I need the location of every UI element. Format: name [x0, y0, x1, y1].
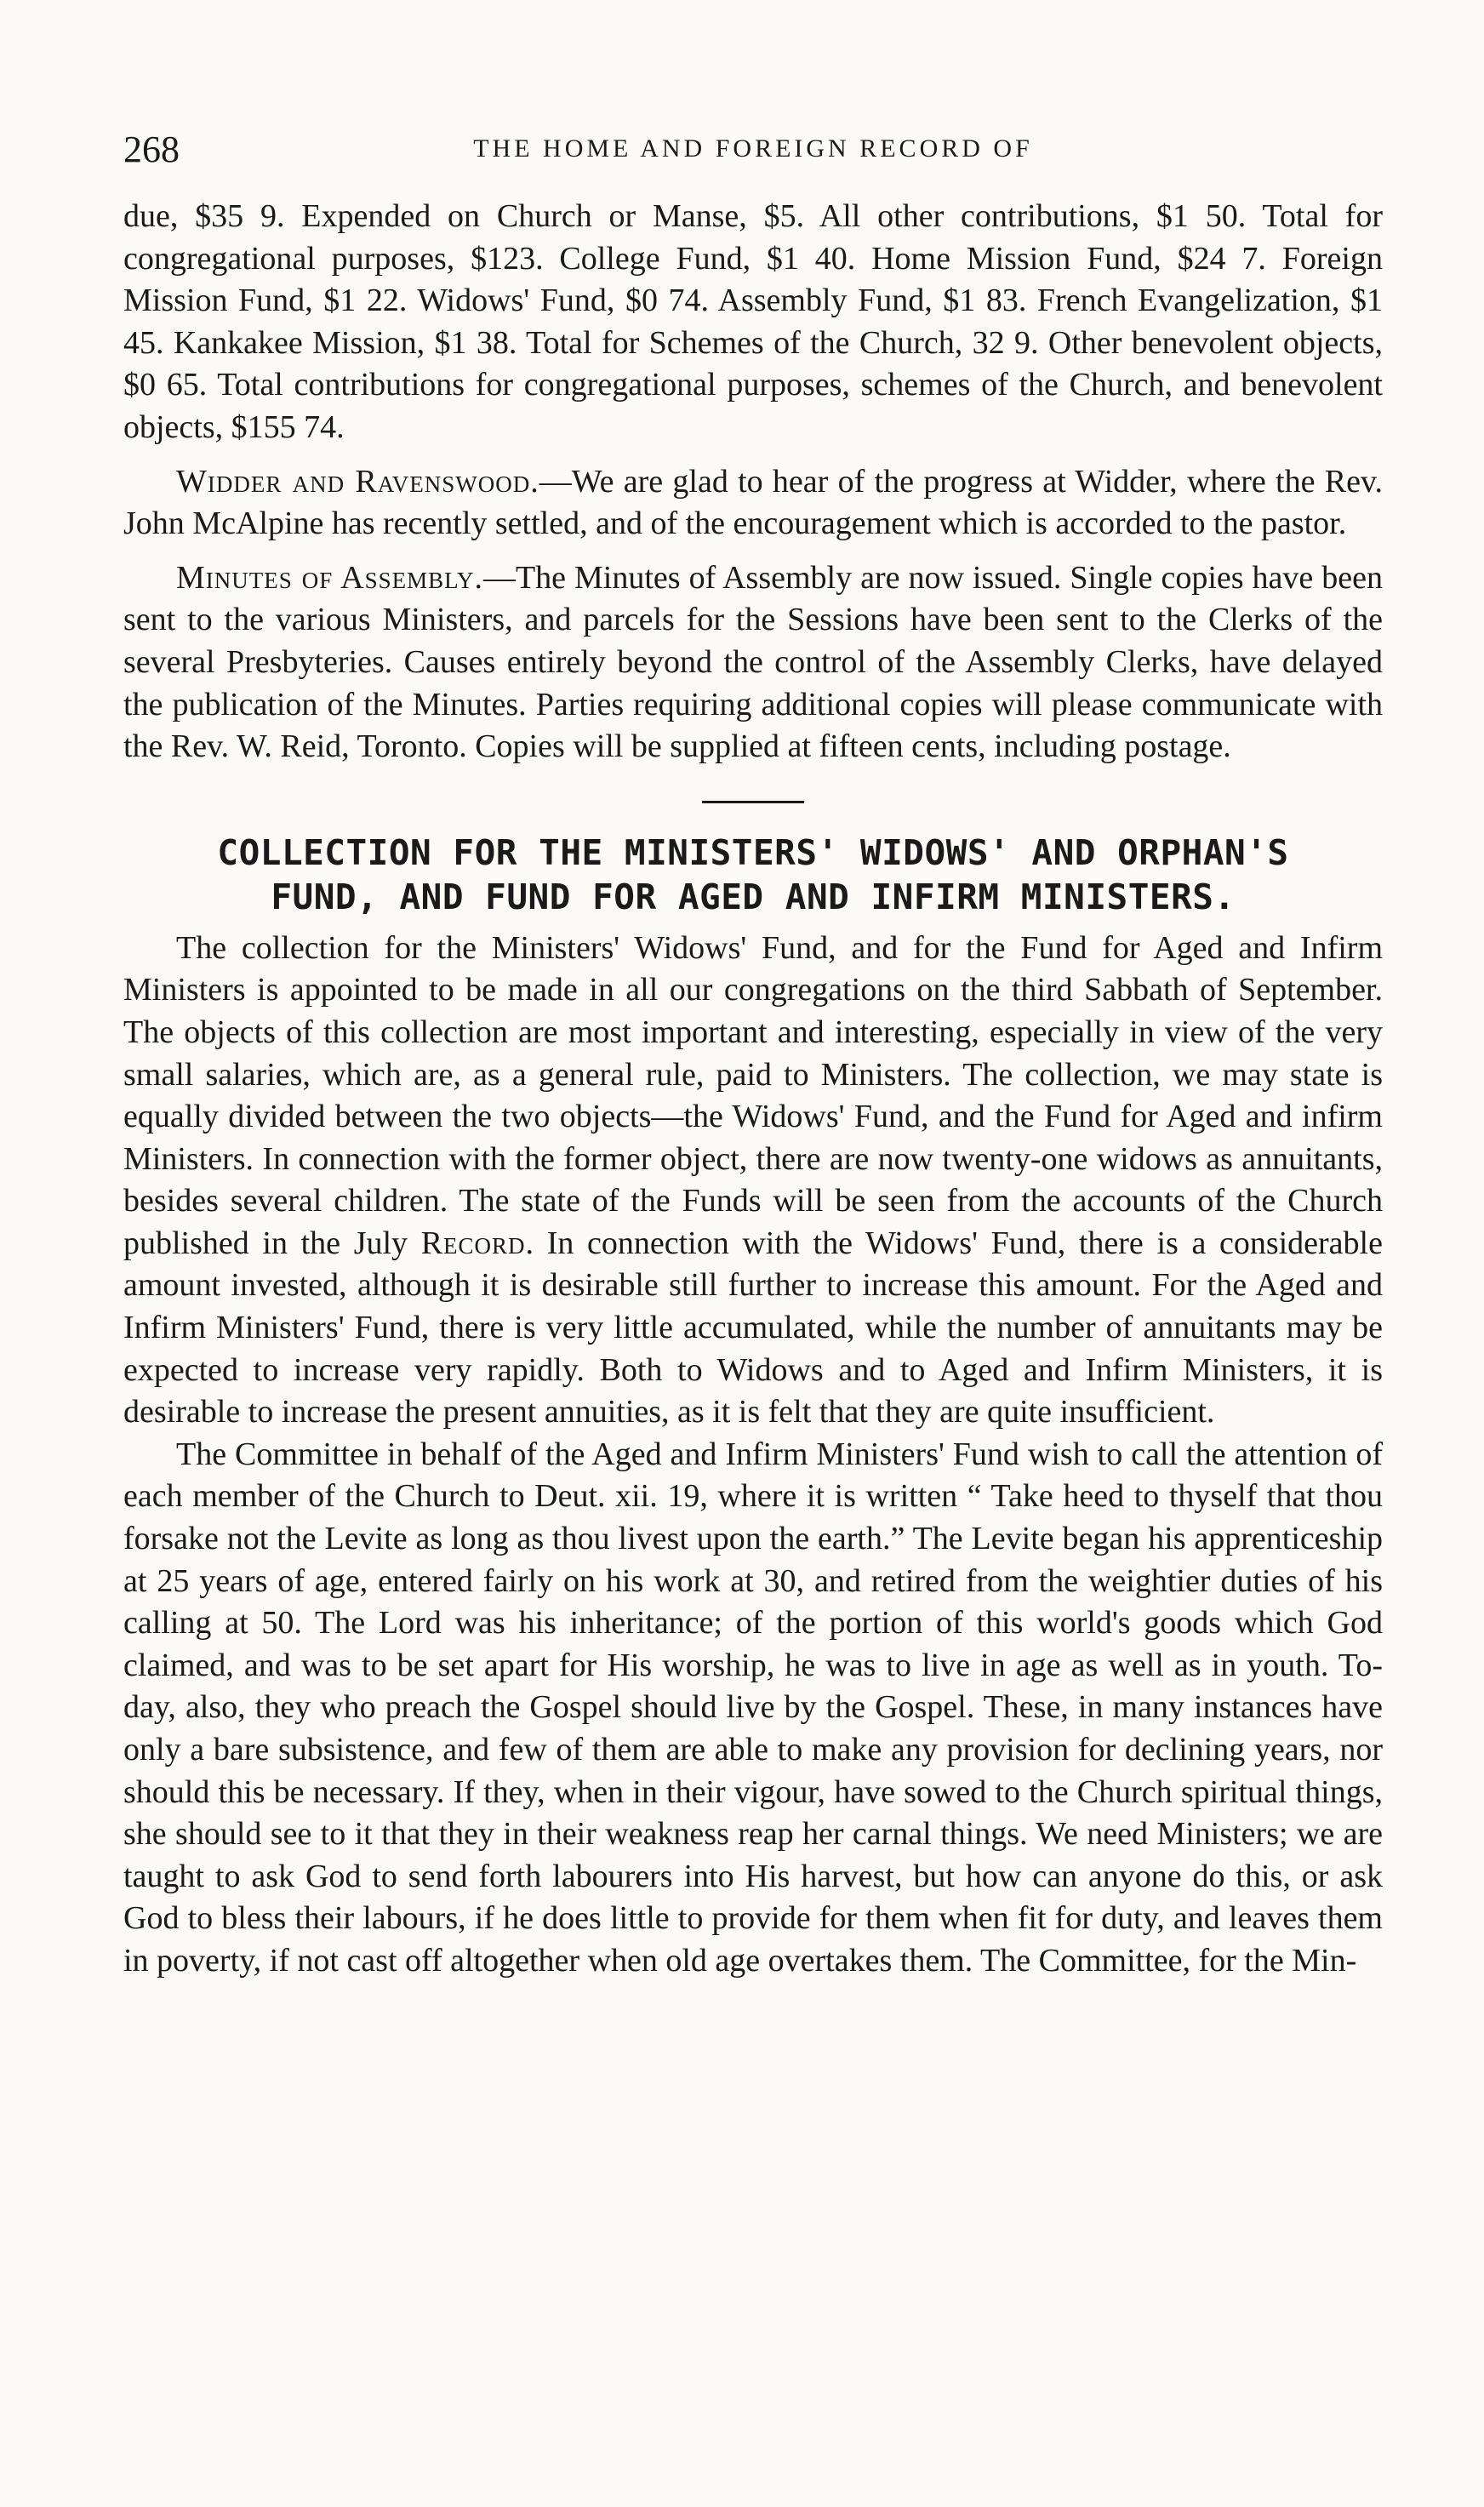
paragraph-widder-lead: Widder and Ravenswood. [176, 463, 539, 500]
paragraph-contributions: due, $35 9. Expended on Church or Manse, $5. All other contributions, $1 50. Total for congregational purposes, $123. College Fund, $1 40. Home Mission Fund, $24 7. Foreign Mission Fund, $1 22. Widows' Fund, $0 74. Assembly Fund, $1 83. French Evangelization, $1 45. Kankakee Mission, $1 38. Total for Schemes of the Church, 32 9. Other benevolent objects, $0 65. Total contributions for congregational purposes, schemes of the Church, and benevolent objects, $155 74. [123, 198, 1383, 445]
paragraph-committee: The Committee in behalf of the Aged and Infirm Ministers' Fund wish to call the attention of each member of the Church to Deut. xii. 19, where it is written “ Take heed to thyself that thou forsake not the Levite as long as thou livest upon the earth.” The Levite began his apprenticeship at 25 years of age, entered fairly on his work at 30, and retired from the weightier duties of his calling at 50. The Lord was his inheritance; of the portion of this world's goods which God claimed, and was to be set apart for His worship, he was to live in age as well as in youth. To-day, also, they who preach the Gospel should live by the Gospel. These, in many instances have only a bare subsistence, and few of them are able to make any provision for declining years, nor should this be necessary. If they, when in their vigour, have sowed to the Church spiritual things, she should see to it that they in their weakness reap her carnal things. We need Ministers; we are taught to ask God to send forth labourers into His harvest, but how can anyone do this, or ask God to bless their labours, if he does little to provide for them when fit for duty, and leaves them in poverty, if not cast off altogether when old age overtakes them. The Committee, for the Min- [123, 1436, 1383, 1979]
section-heading [123, 831, 1383, 919]
paragraph-widder-body: —We are glad to hear of the progress at Widder, where the Rev. John McAlpine has recently settled, and of the encouragement which is accorded to the pastor. [123, 463, 1383, 542]
page-number: 268 [123, 128, 180, 170]
paragraph-minutes-lead: Minutes of Assembly. [176, 559, 483, 596]
section-divider [702, 801, 804, 803]
section-heading-line-2: FUND, AND FUND FOR AGED AND INFIRM MINISTERS. [271, 876, 1236, 917]
paragraph-widder [123, 461, 1383, 545]
paragraph-minutes-body: —The Minutes of Assembly are now issued. Single copies have been sent to the various Ministers, and parcels for the Sessions have been sent to the Clerks of the several Presbyteries. Causes entirely beyond the control of the Assembly Clerks, have delayed the publication of the Minutes. Parties requiring additional copies will please communicate with the Rev. W. Reid, Toronto. Copies will be supplied at fifteen cents, including postage. [123, 559, 1384, 765]
page [123, 128, 1383, 1983]
record-title: Record [420, 1225, 526, 1261]
page-header [123, 128, 1383, 187]
running-head: THE HOME AND FOREIGN RECORD OF [473, 134, 1033, 163]
section-heading-line-1: COLLECTION FOR THE MINISTERS' WIDOWS' AND ORPHAN'S [217, 831, 1289, 873]
paragraph-collection-part-1: The collection for the Ministers' Widows' Fund, and for the Fund for Aged and Infirm Ministers is appointed to be made in all our congregations on the third Sabbath of September. The objects of this collection are most important and interesting, especially in view of the very small salaries, which are, as a general rule, paid to Ministers. The collection, we may state is equally divided between the two objects—the Widows' Fund, and the Fund for Aged and infirm Ministers. In connection with the former object, there are now twenty-one widows as annuitants, besides several children. The state of the Funds will be seen from the accounts of the Church published in the July [123, 929, 1383, 1261]
paragraph-collection [123, 928, 1383, 1434]
paragraph-minutes [123, 557, 1383, 768]
paragraph-collection-part-2: . In connection with the Widows' Fund, there is a considerable amount invested, although it is desirable still further to increase this amount. For the Aged and Infirm Ministers' Fund, there is very little accumulated, while the number of annuitants may be expected to increase very rapidly. Both to Widows and to Aged and Infirm Ministers, it is desirable to increase the present annuities, as it is felt that they are quite insufficient. [123, 1225, 1383, 1431]
